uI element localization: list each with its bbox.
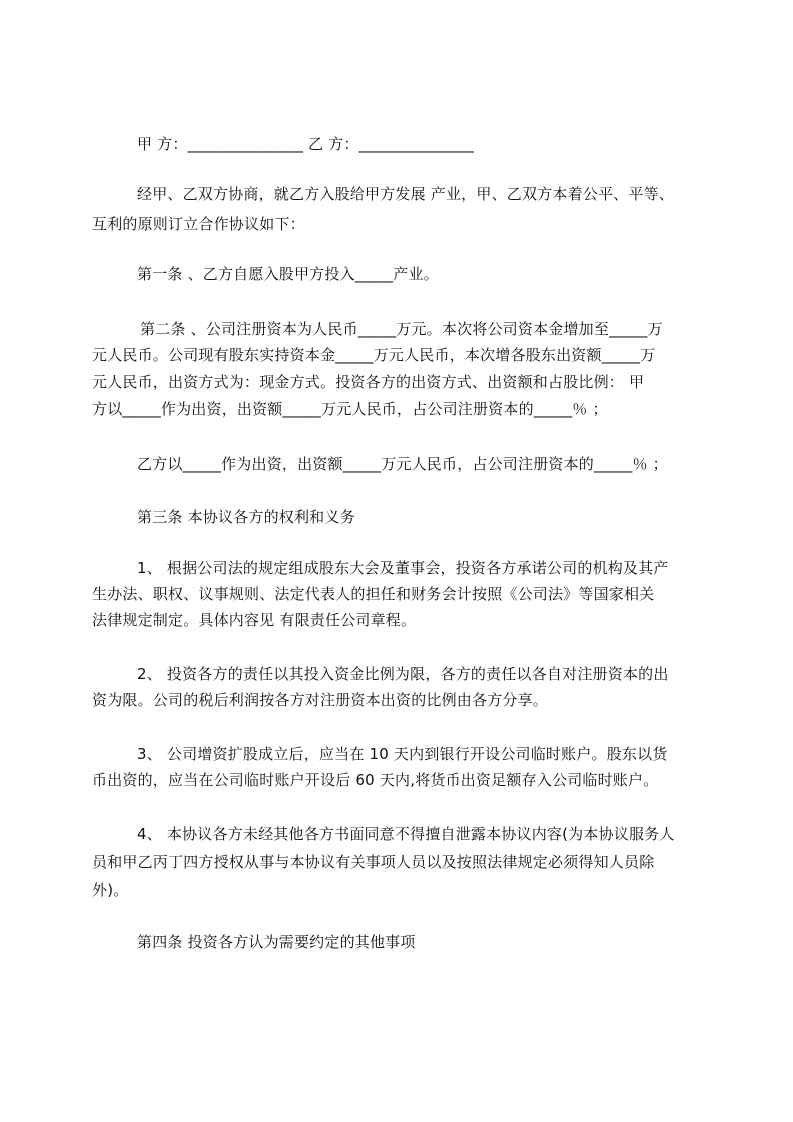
article-3-item-4-line-1: 4、 本协议各方未经其他各方书面同意不得擅自泄露本协议内容(为本协议服务人 [137,825,675,843]
article-3-item-1-line-3: 法律规定制定。具体内容见 有限责任公司章程。 [92,611,417,629]
intro-line-2: 互利的原则订立合作协议如下： [92,215,305,233]
article-2-line-1: 第二条 、公司注册资本为人民币_____万元。本次将公司资本金增加至_____万 [140,320,663,338]
article-2-line-5: 乙方以_____作为出资，出资额_____万元人民币，占公司注册资本的_____％ ； [137,455,668,473]
article-3-item-2-line-2: 资为限。公司的税后利润按各方对注册资本出资的比例由各方分享。 [92,691,549,709]
parties-line: 甲 方：_______________ 乙 方：_______________ [137,135,475,153]
article-2-line-4: 方以_____作为出资，出资额_____万元人民币，占公司注册资本的_____％ ； [92,400,608,418]
article-3-item-3-line-2: 币出资的，应当在公司临时账户开设后 60 天内,将货币出资足额存入公司临时账户。 [92,771,659,789]
article-3-item-4-line-3: 外)。 [92,881,129,899]
article-4-title: 第四条 投资各方认为需要约定的其他事项 [137,933,416,951]
intro-line-1: 经甲、乙双方协商，就乙方入股给甲方发展 产业，甲、乙双方本着公平、平等、 [137,185,674,203]
article-3-title: 第三条 本协议各方的权利和义务 [137,508,355,526]
article-3-item-1-line-1: 1、 根据公司法的规定组成股东大会及董事会，投资各方承诺公司的机构及其产 [137,559,669,577]
article-1: 第一条 、乙方自愿入股甲方投入_____产业。 [137,265,439,283]
article-2-line-3: 元人民币，出资方式为：现金方式。投资各方的出资方式、出资额和占股比例： 甲 [92,373,645,391]
article-3-item-3-line-1: 3、 公司增资扩股成立后，应当在 10 天内到银行开设公司临时账户。股东以货 [137,745,668,763]
article-3-item-2-line-1: 2、 投资各方的责任以其投入资金比例为限，各方的责任以各自对注册资本的出 [137,665,669,683]
article-3-item-1-line-2: 生办法、职权、议事规则、法定代表人的担任和财务会计按照《公司法》等国家相关 [92,585,655,603]
article-2-line-2: 元人民币。公司现有股东实持资本金_____万元人民币，本次增各股东出资额_____万 [92,346,656,364]
article-3-item-4-line-2: 员和甲乙丙丁四方授权从事与本协议有关事项人员以及按照法律规定必须得知人员除 [92,853,655,871]
